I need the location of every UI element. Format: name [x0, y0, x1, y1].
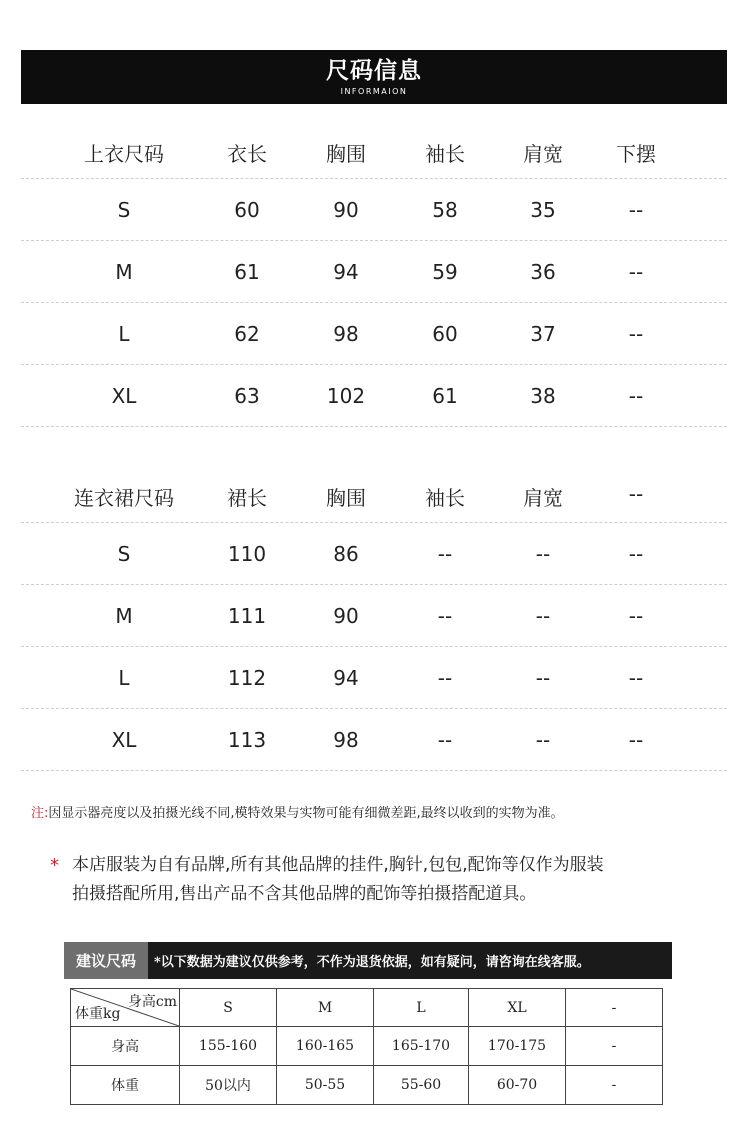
header-cell: 胸围	[326, 142, 366, 166]
table-row	[21, 709, 727, 771]
height-cell: 170-175	[469, 1027, 566, 1066]
asterisk-icon: *	[50, 855, 59, 876]
recommend-tag: 建议尺码	[64, 942, 148, 979]
height-cell: 160-165	[277, 1027, 374, 1066]
brand-note-line-2: 拍摄搭配所用,售出产品不含其他品牌的配饰等拍摄搭配道具。	[72, 884, 537, 904]
table-cell: 63	[234, 384, 260, 408]
table-cell: --	[628, 604, 644, 628]
table-cell: 59	[432, 260, 458, 284]
banner-title: 尺码信息	[326, 58, 422, 84]
table-cell: XL	[111, 728, 137, 752]
table-cell: 110	[227, 542, 267, 566]
table-cell: --	[628, 322, 644, 346]
table-cell: M	[115, 260, 133, 284]
table-cell: S	[117, 542, 131, 566]
table-cell: 62	[234, 322, 260, 346]
table-cell: 98	[333, 322, 359, 346]
header-cell: 衣长	[227, 142, 267, 166]
dress-size-table	[21, 466, 727, 771]
table-row	[21, 241, 727, 303]
weight-cell: -	[566, 1066, 663, 1105]
table-cell: --	[628, 198, 644, 222]
table-cell: --	[628, 542, 644, 566]
table-row	[21, 303, 727, 365]
table-cell: 86	[333, 542, 359, 566]
header-cell: 袖长	[425, 142, 465, 166]
header-cell: 连衣裙尺码	[74, 486, 174, 510]
table-cell: 111	[227, 604, 267, 628]
table-cell: 35	[530, 198, 556, 222]
weight-cell: 60-70	[469, 1066, 566, 1105]
table-row	[21, 647, 727, 709]
table-cell: 36	[530, 260, 556, 284]
corner-weight-label: 体重kg	[75, 1006, 121, 1022]
corner-height-label: 身高cm	[127, 994, 177, 1010]
table-cell: M	[115, 604, 133, 628]
header-cell: 上衣尺码	[84, 142, 164, 166]
table-cell: 94	[333, 666, 359, 690]
header-cell: 胸围	[326, 486, 366, 510]
brand-note-line-1: 本店服装为自有品牌,所有其他品牌的挂件,胸针,包包,配饰等仅作为服装	[72, 855, 604, 875]
note-prefix: 注:	[31, 806, 49, 821]
weight-row-label: 体重	[71, 1066, 180, 1105]
size-cell: XL	[469, 989, 566, 1027]
table-cell: --	[628, 384, 644, 408]
table-cell: --	[535, 604, 551, 628]
header-cell: 肩宽	[523, 486, 563, 510]
table-cell: --	[437, 542, 453, 566]
table-cell: 90	[333, 198, 359, 222]
table-cell: XL	[111, 384, 137, 408]
table-cell: 61	[234, 260, 260, 284]
height-cell: -	[566, 1027, 663, 1066]
info-banner	[21, 50, 727, 104]
size-cell: M	[277, 989, 374, 1027]
height-cell: 155-160	[180, 1027, 277, 1066]
recommend-header	[64, 942, 672, 979]
corner-cell	[71, 989, 180, 1027]
size-cell: L	[374, 989, 469, 1027]
table-cell: --	[437, 604, 453, 628]
table-cell: 37	[530, 322, 556, 346]
table-cell: 98	[333, 728, 359, 752]
note-text: 因显示器亮度以及拍摄光线不同,模特效果与实物可能有细微差距,最终以收到的实物为准。	[48, 806, 564, 821]
table-header-row	[21, 122, 727, 179]
table-cell: 113	[227, 728, 267, 752]
table-cell: 102	[326, 384, 366, 408]
header-cell: 袖长	[425, 486, 465, 510]
table-cell: 94	[333, 260, 359, 284]
header-cell: 裙长	[227, 486, 267, 510]
header-cell: 下摆	[616, 142, 656, 166]
table-row	[21, 365, 727, 427]
header-cell: --	[628, 482, 644, 506]
table-row	[21, 179, 727, 241]
table-cell: 112	[227, 666, 267, 690]
size-cell: -	[566, 989, 663, 1027]
height-row-label: 身高	[71, 1027, 180, 1066]
table-cell: --	[535, 728, 551, 752]
table-cell: --	[628, 666, 644, 690]
weight-cell: 50-55	[277, 1066, 374, 1105]
table-cell: --	[437, 728, 453, 752]
size-cell: S	[180, 989, 277, 1027]
table-cell: --	[628, 728, 644, 752]
table-header-row	[21, 466, 727, 523]
table-row	[21, 523, 727, 585]
height-cell: 165-170	[374, 1027, 469, 1066]
weight-cell: 50以内	[180, 1066, 277, 1105]
recommend-message: *以下数据为建议仅供参考，不作为退货依据，如有疑问，请咨询在线客服。	[154, 955, 590, 970]
table-cell: --	[535, 666, 551, 690]
table-cell: --	[437, 666, 453, 690]
table-cell: 60	[432, 322, 458, 346]
table-cell: 60	[234, 198, 260, 222]
table-cell: 90	[333, 604, 359, 628]
table-cell: S	[117, 198, 131, 222]
table-cell: L	[118, 666, 130, 690]
table-row	[21, 585, 727, 647]
display-note	[31, 802, 564, 821]
banner-subtitle: INFORMAION	[340, 87, 408, 96]
brand-note	[50, 851, 730, 909]
table-cell: 38	[530, 384, 556, 408]
top-size-table	[21, 122, 727, 427]
table-cell: 58	[432, 198, 458, 222]
table-cell: 61	[432, 384, 458, 408]
table-cell: L	[118, 322, 130, 346]
header-cell: 肩宽	[523, 142, 563, 166]
recommend-table	[70, 988, 663, 1105]
table-cell: --	[628, 260, 644, 284]
weight-cell: 55-60	[374, 1066, 469, 1105]
table-cell: --	[535, 542, 551, 566]
